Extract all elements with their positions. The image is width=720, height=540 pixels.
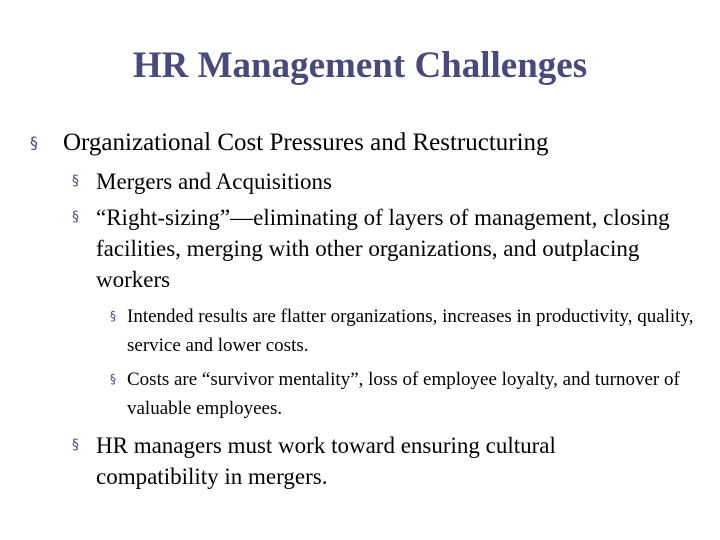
bullet-text: Organizational Cost Pressures and Restructuring	[63, 129, 549, 156]
slide-title: HR Management Challenges	[132, 45, 588, 86]
bullet-marker-icon: §	[72, 209, 79, 225]
bullet-item	[72, 166, 692, 197]
bullet-marker-icon: §	[110, 309, 116, 323]
bullet-marker-icon: §	[72, 437, 79, 453]
bullet-text: Intended results are flatter organizations, increases in productivity, quality, service and lower costs.	[127, 306, 694, 356]
bullet-text: Costs are “survivor mentality”, loss of employee loyalty, and turnover of valuable employees.	[127, 369, 680, 419]
bullet-marker-icon: §	[110, 372, 116, 386]
bullet-item	[72, 430, 662, 492]
bullet-item	[30, 128, 690, 158]
bullet-marker-icon: §	[72, 173, 79, 189]
bullet-text: HR managers must work toward ensuring cultural compatibility in mergers.	[96, 433, 556, 489]
bullet-item	[110, 365, 700, 423]
bullet-text: “Right-sizing”—eliminating of layers of management, closing facilities, merging with other organizations, and outplacing workers	[96, 205, 670, 292]
bullet-marker-icon: §	[30, 133, 38, 152]
bullet-item	[72, 202, 692, 295]
bullet-text: Mergers and Acquisitions	[96, 169, 332, 194]
bullet-item	[110, 302, 700, 360]
